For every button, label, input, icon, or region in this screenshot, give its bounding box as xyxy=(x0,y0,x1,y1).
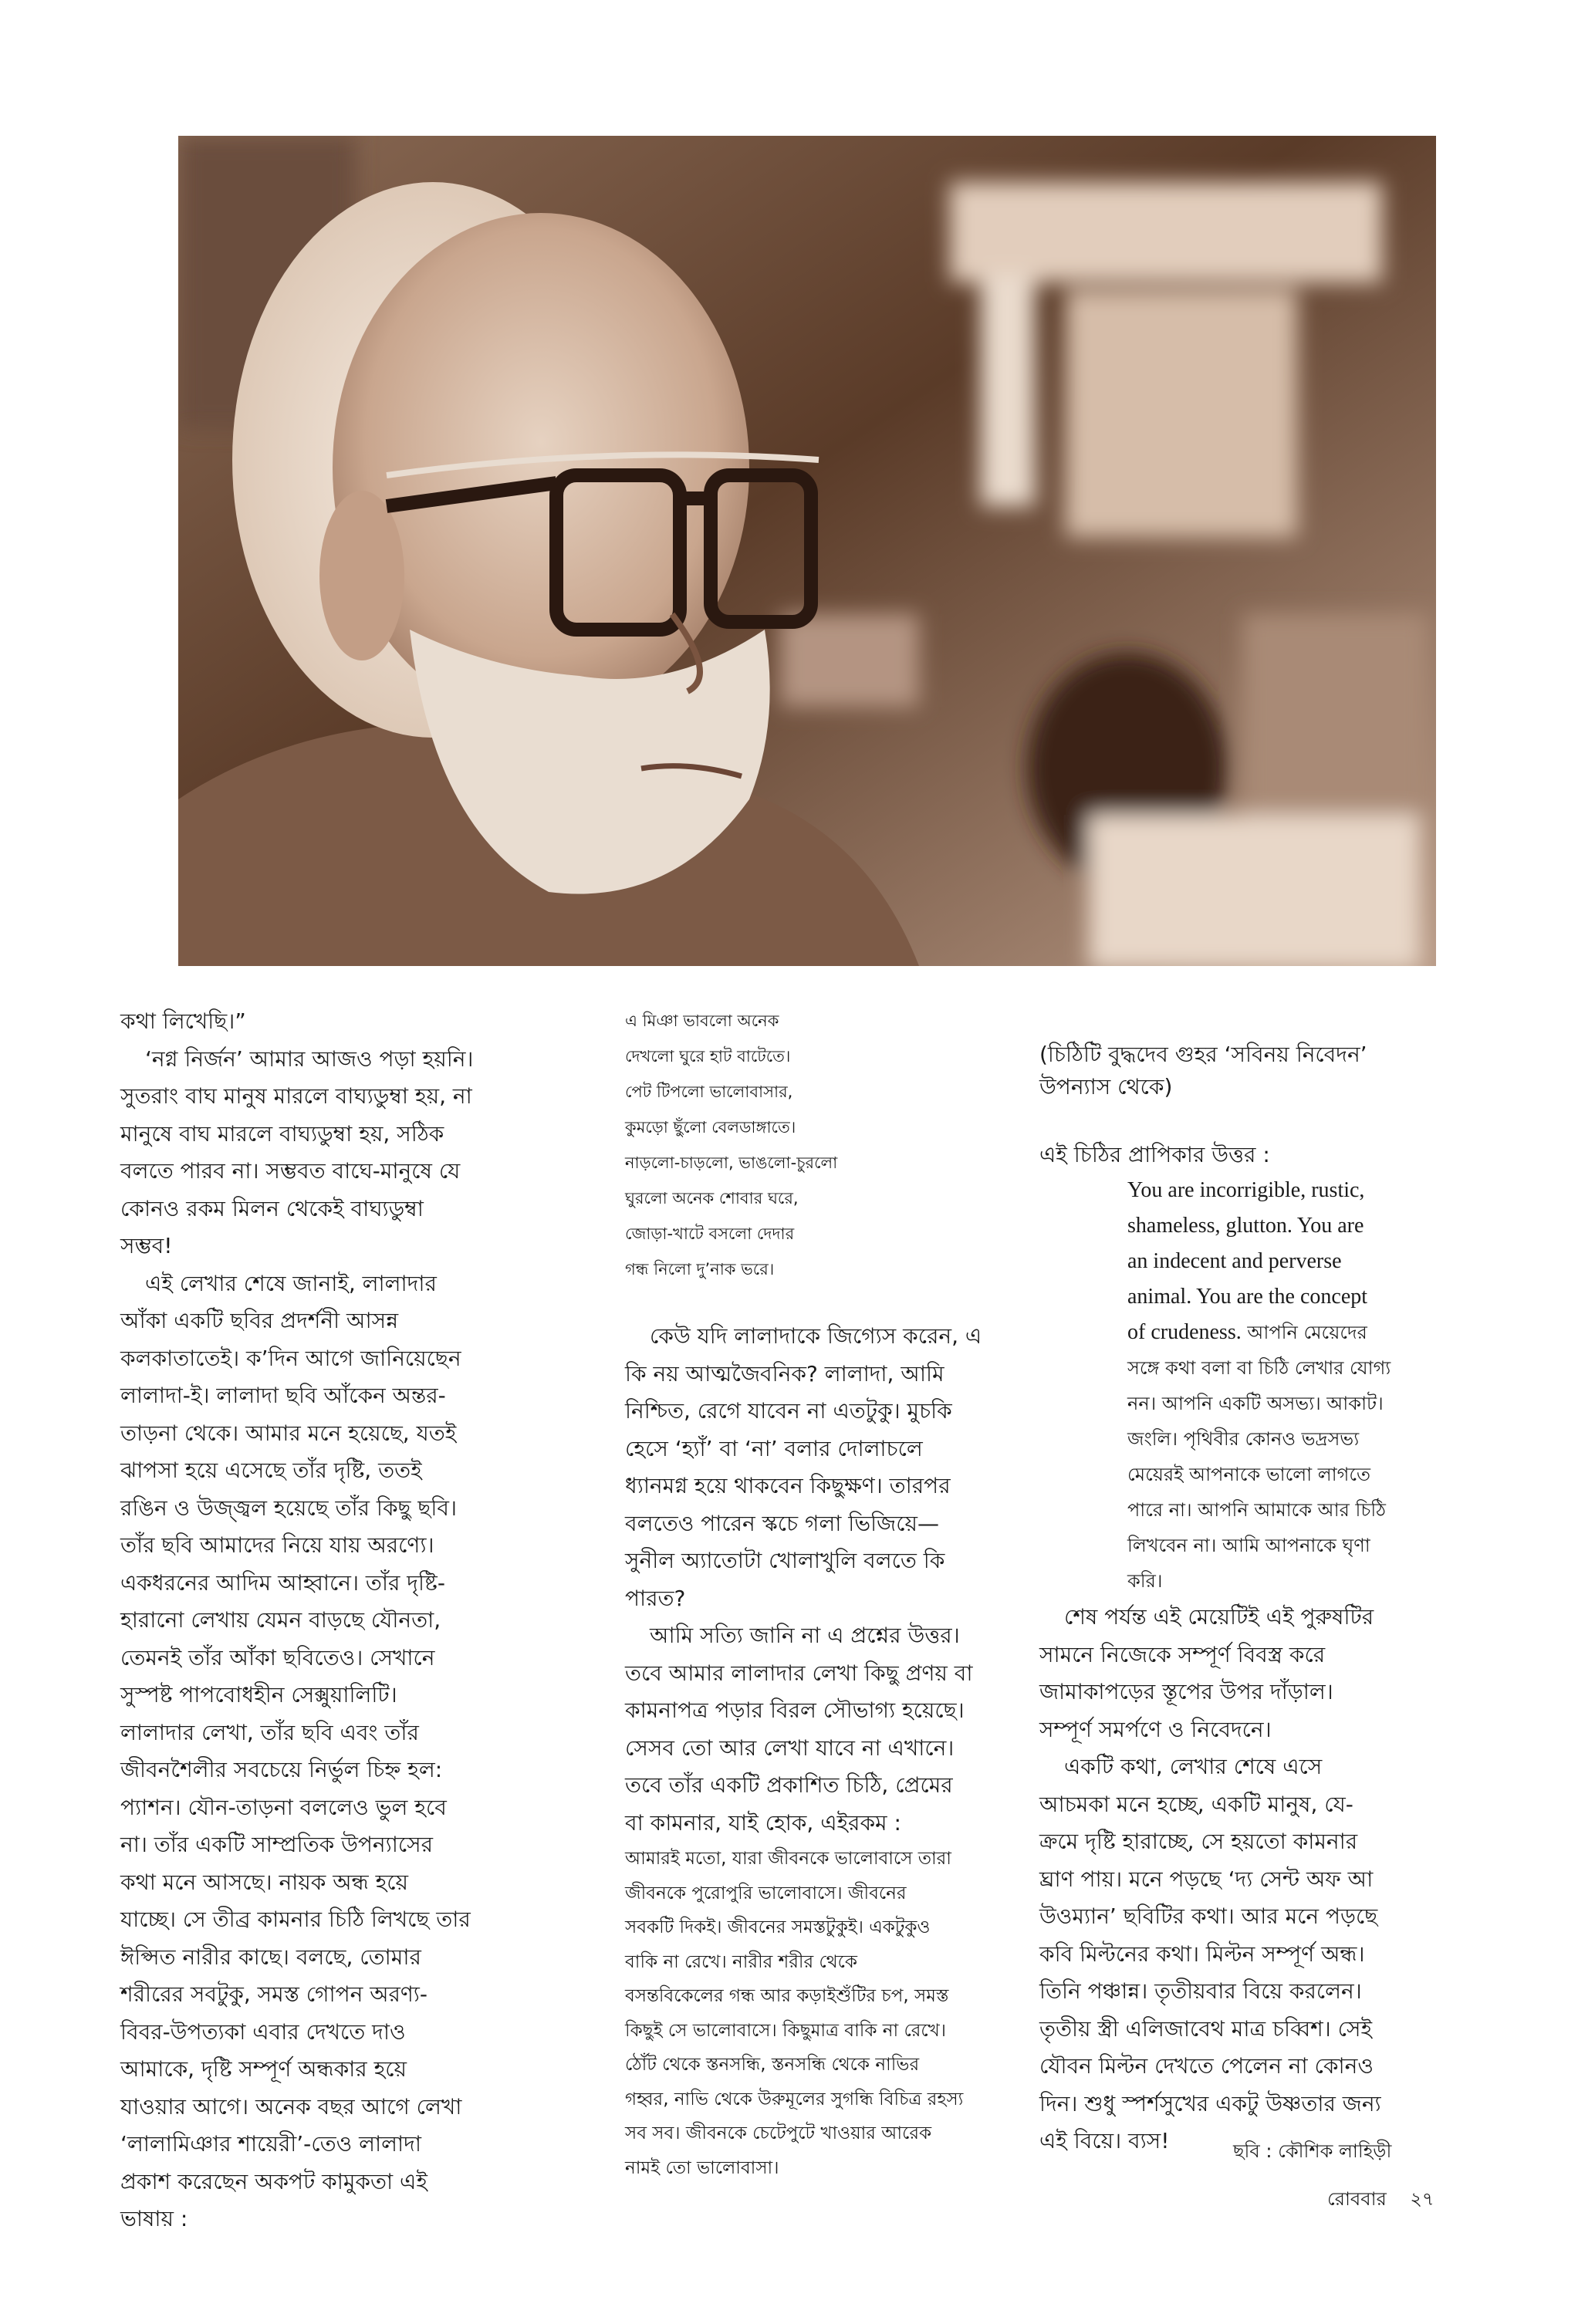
paragraph xyxy=(120,1265,583,2238)
text-line: সুস্পষ্ট পাপবোধহীন সেক্সুয়ালিটি। xyxy=(120,1682,397,1708)
text-line: কি নয় আত্মজৈবনিক? লালাদা, আমি xyxy=(625,1360,944,1387)
letter-line: আমারই মতো, যারা জীবনকে ভালোবাসে তারা xyxy=(625,1849,951,1869)
letter-line: সব সব। জীবনকে চেটেপুটে খাওয়ার আরেক xyxy=(625,2123,932,2143)
text-line: যাওয়ার আগে। অনেক বছর আগে লেখা xyxy=(120,2093,462,2120)
right-column xyxy=(1039,1003,1472,2160)
reply-heading: এই চিঠির প্রাপিকার উত্তর : xyxy=(1039,1142,1270,1167)
text-line: রঙিন ও উজ্জ্বল হয়েছে তাঁর কিছু ছবি। xyxy=(120,1495,457,1521)
poem-line: নাড়লো-চাড়লো, ভাঙলো-চুরলো xyxy=(625,1154,838,1172)
text-line: মানুষে বাঘ মারলে বাঘ্যডুম্বা হয়, সঠিক xyxy=(120,1120,444,1147)
reply-line-english: animal. You are the concept xyxy=(1127,1285,1368,1309)
portrait-image xyxy=(178,136,1436,966)
text-line: কামনাপত্র পড়ার বিরল সৌভাগ্য হয়েছে। xyxy=(625,1697,965,1723)
paragraph xyxy=(1039,1599,1472,1748)
reply-line-mixed xyxy=(1127,1315,1472,1350)
text-line: জীবনশৈলীর সবচেয়ে নির্ভুল চিহ্ন হল: xyxy=(120,1757,443,1782)
text-line: ঈপ্সিত নারীর কাছে। বলছে, তোমার xyxy=(120,1944,421,1970)
paragraph xyxy=(120,1003,583,1041)
text-line: না। তাঁর একটি সাম্প্রতিক উপন্যাসের xyxy=(120,1832,433,1857)
reply-quote xyxy=(1127,1173,1472,1599)
text-line: তৃতীয় স্ত্রী এলিজাবেথ মাত্র চব্বিশ। সেই xyxy=(1039,2015,1373,2042)
poem-line: পেট টিপলো ভালোবাসার, xyxy=(625,1083,793,1101)
text-line: আমি সত্যি জানি না এ প্রশ্নের উত্তর। xyxy=(650,1623,960,1648)
poem-line: গন্ধ নিলো দু’নাক ভরে। xyxy=(625,1260,775,1279)
reply-line: পারে না। আপনি আমাকে আর চিঠি xyxy=(1127,1499,1387,1521)
source-note xyxy=(1039,1039,1472,1103)
text-line: একধরনের আদিম আহ্বানে। তাঁর দৃষ্টি- xyxy=(120,1569,445,1596)
text-line: তিনি পঞ্চান্ন। তৃতীয়বার বিয়ে করলেন। xyxy=(1039,1978,1362,2004)
letter-quote xyxy=(625,1842,1026,2185)
reply-line: মেয়েরই আপনাকে ভালো লাগতে xyxy=(1127,1464,1370,1485)
text-line: সম্ভব! xyxy=(120,1233,173,1258)
reply-line-english: You are incorrigible, rustic, xyxy=(1127,1178,1365,1202)
text-line: কথা মনে আসছে। নায়ক অন্ধ হয়ে xyxy=(120,1869,409,1895)
text-line: বলতে পারব না। সম্ভবত বাঘে-মানুষে যে xyxy=(120,1158,461,1184)
text-line: ‘নগ্ন নির্জন’ আমার আজও পড়া হয়নি। xyxy=(145,1045,474,1072)
poem-line: ঘুরলো অনেক শোবার ঘরে, xyxy=(625,1189,799,1208)
reply-line: নন। আপনি একটি অসভ্য। আকাট। xyxy=(1127,1393,1384,1414)
reply-bengali-start: আপনি মেয়েদের xyxy=(1247,1322,1367,1343)
text-line: একটি কথা, লেখার শেষে এসে xyxy=(1064,1754,1323,1779)
text-line: প্যাশন। যৌন-তাড়না বললেও ভুল হবে xyxy=(120,1794,447,1820)
poem-line: জোড়া-খাটে বসলো দেদার xyxy=(625,1224,795,1243)
text-line: আঁকা একটি ছবির প্রদর্শনী আসন্ন xyxy=(120,1308,399,1333)
letter-line: কিছুই সে ভালোবাসে। কিছুমাত্র বাকি না রেখে। xyxy=(625,2020,946,2041)
text-line: তাড়না থেকে। আমার মনে হয়েছে, যতই xyxy=(120,1420,457,1446)
text-line: (চিঠিটি বুদ্ধদেব গুহর ‘সবিনয় নিবেদন’ xyxy=(1039,1042,1367,1067)
text-line: তবে তাঁর একটি প্রকাশিত চিঠি, প্রেমের xyxy=(625,1772,953,1798)
text-line: ধ্যানমগ্ন হয়ে থাকবেন কিছুক্ষণ। তারপর xyxy=(625,1473,951,1498)
publication-name: রোববার xyxy=(1327,2188,1387,2210)
text-line: যাচ্ছে। সে তীব্র কামনার চিঠি লিখছে তার xyxy=(120,1907,471,1932)
letter-line: গহ্বর, নাভি থেকে উরুমূলের সুগন্ধি বিচিত্র রহস্য xyxy=(625,2089,964,2110)
text-line: নিশ্চিত, রেগে যাবেন না এতটুকু। মুচকি xyxy=(625,1398,952,1424)
poem-line: কুমড়ো ছুঁলো বেলডাঙ্গাতে। xyxy=(625,1118,796,1137)
text-line: যৌবন মিল্টন দেখতে পেলেন না কোনও xyxy=(1039,2053,1374,2079)
text-line: সুতরাং বাঘ মানুষ মারলে বাঘ্যডুম্বা হয়, না xyxy=(120,1083,472,1109)
text-line: কেউ যদি লালাদাকে জিগ্যেস করেন, এ xyxy=(650,1323,982,1349)
text-line: হেসে ‘হ্যাঁ’ বা ‘না’ বলার দোলাচলে xyxy=(625,1435,923,1461)
text-line: কবি মিল্টনের কথা। মিল্টন সম্পূর্ণ অন্ধ। xyxy=(1039,1941,1365,1967)
text-line: কোনও রকম মিলন থেকেই বাঘ্যডুম্বা xyxy=(120,1195,424,1221)
reply-line: লিখবেন না। আমি আপনাকে ঘৃণা xyxy=(1127,1535,1370,1556)
text-line: জামাকাপড়ের স্তূপের উপর দাঁড়াল। xyxy=(1039,1679,1333,1704)
text-line: সেসব তো আর লেখা যাবে না এখানে। xyxy=(625,1735,955,1761)
letter-line: বাকি না রেখে। নারীর শরীর থেকে xyxy=(625,1951,857,1972)
text-line: প্রকাশ করেছেন অকপট কামুকতা এই xyxy=(120,2168,427,2194)
text-line: বলতেও পারেন স্কচে গলা ভিজিয়ে— xyxy=(625,1510,939,1536)
letter-line: সবকটি দিকই। জীবনের সমস্তটুকুই। একটুকুও xyxy=(625,1917,931,1937)
text-line: ঘ্রাণ পায়। মনে পড়ছে ‘দ্য সেন্ট অফ আ xyxy=(1039,1866,1374,1892)
poem-line: এ মিঞা ভাবলো অনেক xyxy=(625,1012,779,1030)
poem-line: দেখলো ঘুরে হাট বাটেতে। xyxy=(625,1047,791,1066)
text-line: উপন্যাস থেকে) xyxy=(1039,1074,1173,1100)
text-line: তবে আমার লালাদার লেখা কিছু প্রণয় বা xyxy=(625,1660,973,1686)
letter-line: নামই তো ভালোবাসা। xyxy=(625,2157,779,2178)
reply-line-english: shameless, glutton. You are xyxy=(1127,1214,1364,1238)
text-line: কলকাতাতেই। ক’দিন আগে জানিয়েছেন xyxy=(120,1345,461,1371)
paragraph xyxy=(1039,1748,1472,2160)
text-line: সম্পূর্ণ সমর্পণে ও নিবেদনে। xyxy=(1039,1716,1272,1742)
text-line: বিবর-উপত্যকা এবার দেখতে দাও xyxy=(120,2018,406,2045)
paragraph xyxy=(625,1617,1026,1842)
reply-line: জংলি। পৃথিবীর কোনও ভদ্রসভ্য xyxy=(1127,1428,1360,1450)
portrait-photo xyxy=(178,136,1436,966)
text-line: সামনে নিজেকে সম্পূর্ণ বিবস্ত্র করে xyxy=(1039,1641,1326,1667)
text-line: দিন। শুধু স্পর্শসুখের একটু উষ্ণতার জন্য xyxy=(1039,2090,1381,2116)
text-line: শরীরের সবটুকু, সমস্ত গোপন অরণ্য- xyxy=(120,1981,427,2007)
text-line: ক্রমে দৃষ্টি হারাচ্ছে, সে হয়তো কামনার xyxy=(1039,1829,1358,1854)
paragraph xyxy=(625,1318,1026,1617)
page-number: ২৭ xyxy=(1410,2188,1434,2210)
reply-line: সঙ্গে কথা বলা বা চিঠি লেখার যোগ্য xyxy=(1127,1357,1391,1379)
text-line: পারত? xyxy=(625,1585,686,1611)
text-line: শেষ পর্যন্ত এই মেয়েটিই এই পুরুষটির xyxy=(1064,1604,1374,1630)
text-line: বা কামনার, যাই হোক, এইরকম : xyxy=(625,1809,901,1836)
photo-credit: ছবি : কৌশিক লাহিড়ী xyxy=(1233,2140,1392,2162)
text-line: তাঁর ছবি আমাদের নিয়ে যায় অরণ্যে। xyxy=(120,1532,434,1558)
paragraph xyxy=(120,1041,583,1265)
left-column xyxy=(120,1003,583,2238)
letter-line: বসন্তবিকেলের গন্ধ আর কড়াইশুঁটির চপ, সমস্ত xyxy=(625,1986,949,2006)
letter-line: ঠোঁট থেকে স্তনসন্ধি, স্তনসন্ধি থেকে নাভির xyxy=(625,2055,920,2075)
text-line: লালাদা-ই। লালাদা ছবি আঁকেন অন্তর- xyxy=(120,1383,446,1408)
middle-column xyxy=(625,1003,1026,2185)
letter-line: জীবনকে পুরোপুরি ভালোবাসে। জীবনের xyxy=(625,1883,907,1903)
page-footer xyxy=(1327,2185,1434,2216)
text-line: কথা লিখেছি।” xyxy=(120,1008,246,1034)
poem-quote xyxy=(625,1003,1026,1287)
text-line: আচমকা মনে হচ্ছে, একটি মানুষ, যে- xyxy=(1039,1791,1353,1817)
reply-line: করি। xyxy=(1127,1570,1163,1592)
text-line: এই বিয়ে। ব্যস! xyxy=(1039,2128,1170,2153)
text-line: ‘লালামিঞার শায়েরী’-তেও লালাদা xyxy=(120,2131,421,2157)
text-line: উওম্যান’ ছবিটির কথা। আর মনে পড়ছে xyxy=(1039,1903,1378,1929)
text-line: হারানো লেখায় যেমন বাড়ছে যৌনতা, xyxy=(120,1607,441,1633)
text-line: এই লেখার শেষে জানাই, লালাদার xyxy=(145,1270,437,1296)
reply-english-tail: of crudeness. xyxy=(1127,1320,1242,1344)
text-line: তেমনই তাঁর আঁকা ছবিতেও। সেখানে xyxy=(120,1644,435,1670)
text-line: সুনীল অ্যাতোটা খোলাখুলি বলতে কি xyxy=(625,1548,945,1573)
text-line: ভাষায় : xyxy=(120,2206,188,2231)
text-line: ঝাপসা হয়ে এসেছে তাঁর দৃষ্টি, ততই xyxy=(120,1458,422,1483)
text-line: লালাদার লেখা, তাঁর ছবি এবং তাঁর xyxy=(120,1719,419,1745)
reply-line-english: an indecent and perverse xyxy=(1127,1249,1342,1273)
text-line: আমাকে, দৃষ্টি সম্পূর্ণ অন্ধকার হয়ে xyxy=(120,2056,407,2082)
